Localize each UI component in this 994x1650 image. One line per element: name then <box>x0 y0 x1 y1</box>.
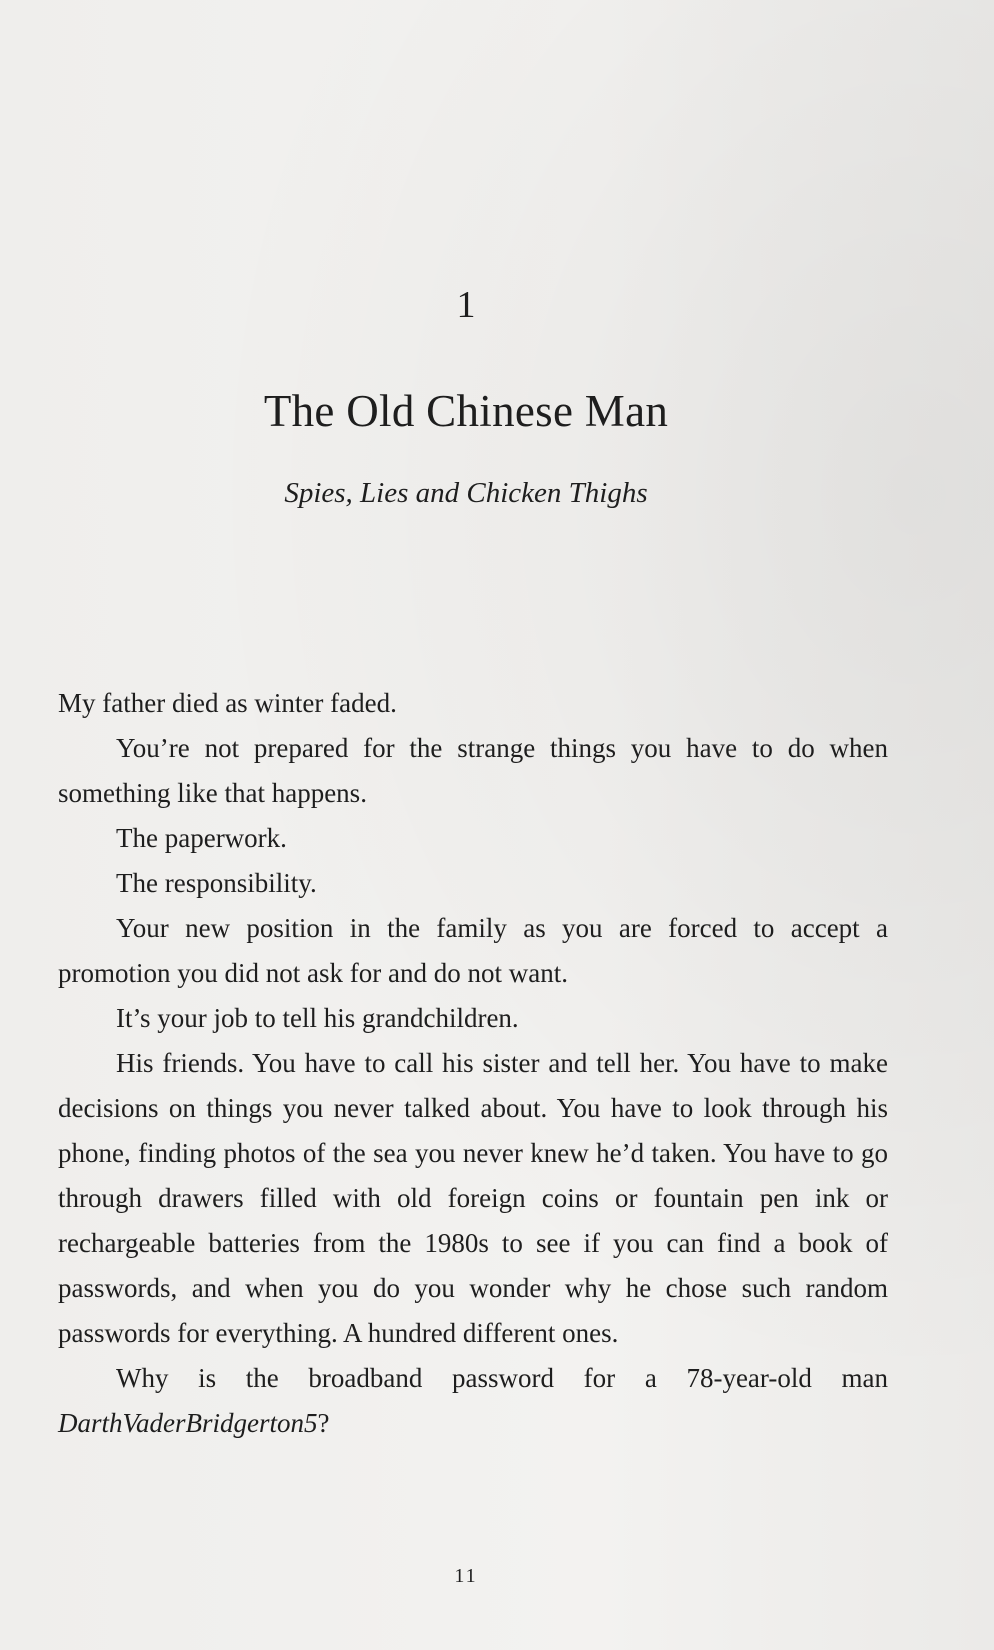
paragraph: Your new position in the family as you are forced to accept a promotion you did not ask for and do not want. <box>58 913 888 988</box>
question-mark: ? <box>317 1408 330 1438</box>
chapter-number: 1 <box>456 284 476 326</box>
paragraph: His friends. You have to call his sister and tell her. You have to make decisions on things you never talked about. You have to look through his phone, finding photos of the sea you never knew he’d taken. You have to go through drawers filled with old foreign coins or fountain pen ink or rechargeable batteries from the 1980s to see if you can find a book of passwords, and when you do you wonder why he chose such random passwords for everything. A hundred different ones. <box>58 1048 888 1348</box>
chapter-title: The Old Chinese Man <box>263 386 669 436</box>
paragraph: It’s your job to tell his grandchildren. <box>116 1003 519 1033</box>
body-text <box>58 681 888 1446</box>
paragraph: The paperwork. <box>116 823 287 853</box>
password-text: DarthVaderBridgerton5 <box>58 1408 318 1438</box>
paragraph: You’re not prepared for the strange things you have to do when something like that happens. <box>58 733 888 808</box>
paragraph-last <box>58 1356 888 1446</box>
paragraph: My father died as winter faded. <box>58 688 397 718</box>
page-number: 11 <box>454 1565 478 1587</box>
paragraph: The responsibility. <box>116 868 317 898</box>
paragraph-text: Why is the broadband password for a 78-year-old man <box>116 1363 888 1393</box>
chapter-subtitle: Spies, Lies and Chicken Thighs <box>284 477 648 509</box>
